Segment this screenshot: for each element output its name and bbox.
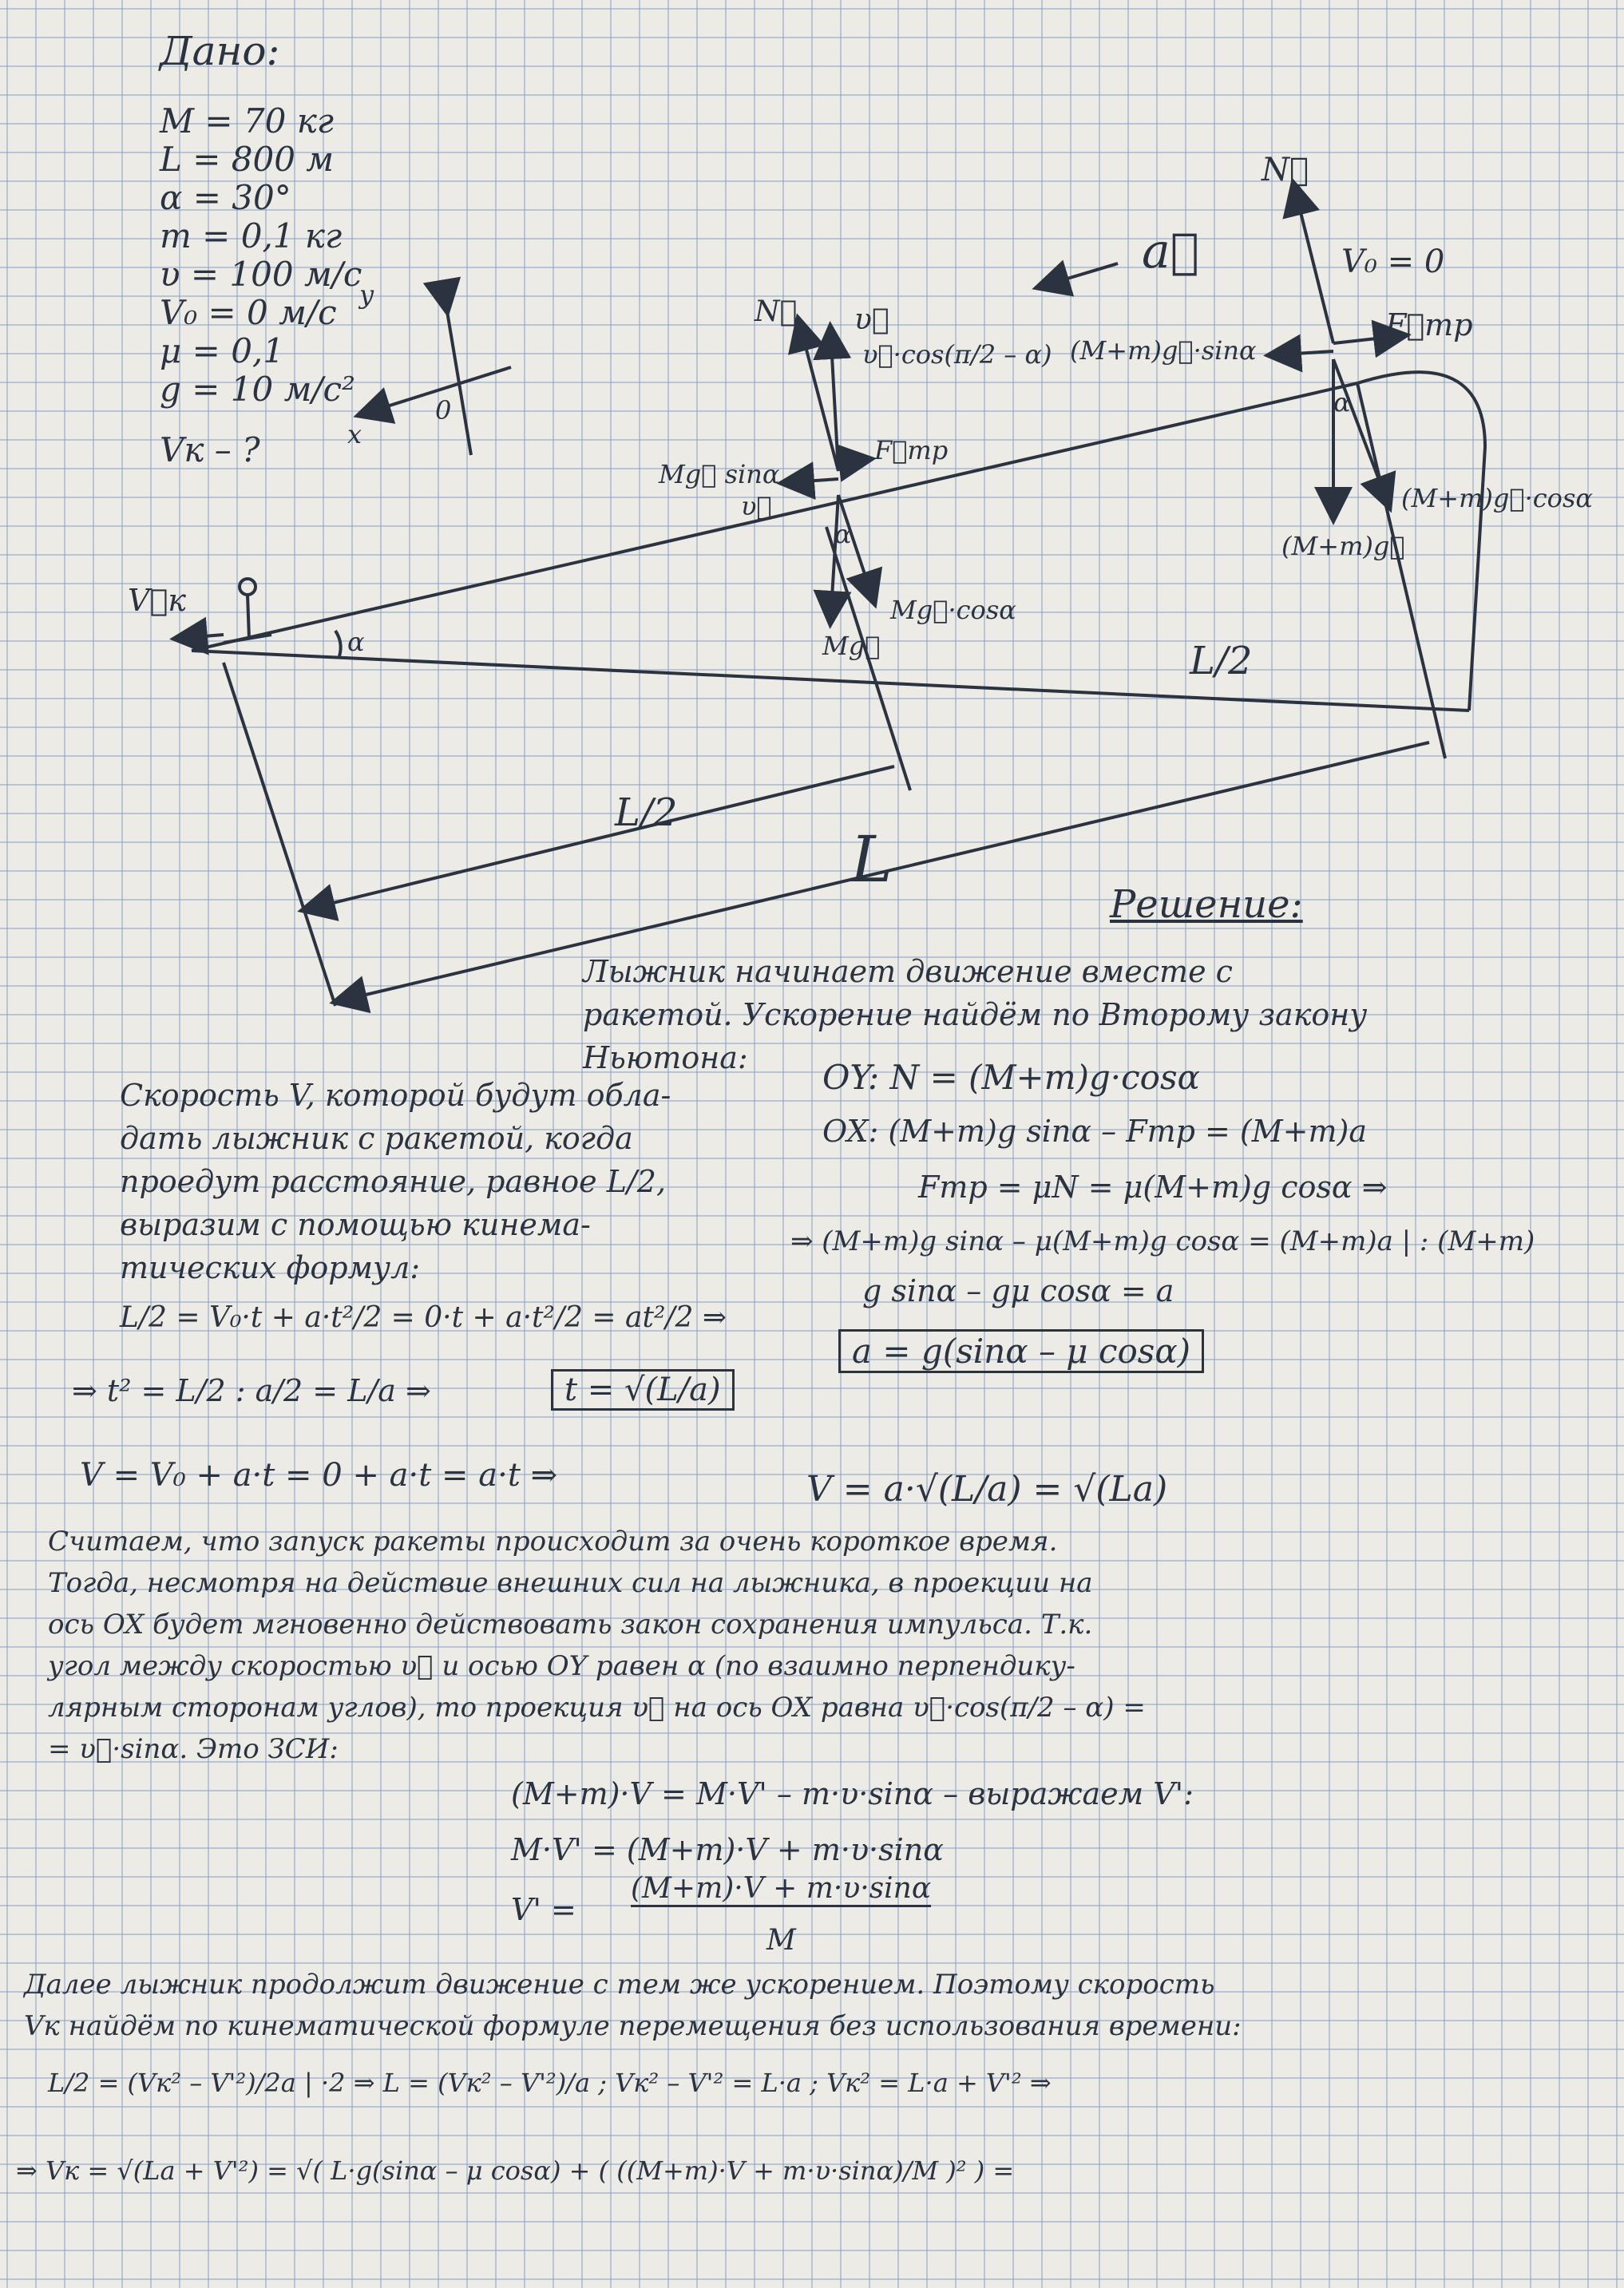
mid-alpha-label: α [834,519,852,549]
given-item: L = 800 м [160,140,335,179]
top-gcos-label: (M+m)g⃗·cosα [1401,483,1593,513]
top-Ftr-label: F⃗тр [1385,307,1473,342]
eq-ox: OX: (M+m)g sinα – Fтр = (M+m)a [822,1114,1368,1149]
eq-ftr: Fтр = μN = μ(M+m)g cosα ⇒ [918,1170,1388,1205]
top-alpha-label: α [1333,387,1351,418]
eq-zsi3-lhs: V' = [511,1892,576,1927]
top-v0-label: V₀ = 0 [1341,243,1445,280]
mid-vcos-label: υ⃗·cos(π/2 – α) [862,339,1052,370]
mid-Ftr-arrow [838,459,870,463]
eq-kin1: L/2 = V₀·t + a·t²/2 = 0·t + a·t²/2 = at²/2 ⇒ [120,1301,727,1334]
measure-right [1357,383,1445,758]
L-label: L [850,822,893,897]
eq-zsi1: (M+m)·V = M·V' – m·υ·sinα – выражаем V': [511,1776,1194,1811]
solution-intro: Лыжник начинает движение вместе с ракетой. Ускорение найдём по Второму закону Ньютона: [583,954,1368,1075]
mid-gsin-label: Mg⃗ sinα [659,459,780,489]
skier-vk-label: V⃗к [128,583,186,618]
eq-oy: OY: N = (M+m)g·cosα [822,1058,1200,1097]
solution-heading: Решение: [1110,882,1303,927]
given-item: M = 70 кг [160,101,334,141]
eq-t-boxed: t = √(L/a) [551,1369,735,1411]
mid-Ftr-label: F⃗тр [874,435,949,465]
eq-v-result: V = a·√(L/a) = √(La) [806,1469,1168,1510]
momentum-text: Считаем, что запуск ракеты происходит за очень короткое время. Тогда, несмотря на действие внешних сил на лыжника, в проекции на ось OX будет мгновенно действовать закон сохранения импульса. Т.к. угол между скоростью υ⃗ и осью OY равен α (по взаимно перпендику- лярным сторонам углов), то проекция υ⃗ на ось OX равна υ⃗·cos(π/2 – α) = = υ⃗·sinα. Это ЗСИ: [48,1526,1146,1765]
eq-fin1: L/2 = (Vк² – V'²)/2a | ·2 ⇒ L = (Vк² – V'²)/a ; Vк² – V'² = L·a ; Vк² = L·a + V'² ⇒ [48,2068,1052,2098]
given-item: α = 30° [160,178,291,217]
speed-text: Скорость V, которой будут обла- дать лыжник с ракетой, когда проедут расстояние, равное L/2, выразим с помощью кинема- тических формул: [120,1078,671,1285]
given-title: Дано: [160,28,280,74]
eq-fin2: ⇒ Vк = √(La + V'²) = √( L·g(sinα – μ cosα) + ( ((M+m)·V + m·υ·sinα)/M )² ) = [16,2155,1015,2186]
axis-origin-label: 0 [435,395,452,426]
half-L-right-label: L/2 [1190,639,1253,683]
incline-line [192,383,1357,651]
top-N-arrow [1293,184,1333,343]
mid-gsin-arrow [782,479,838,483]
top-N-label: N⃗ [1262,152,1309,188]
eq-kin2: ⇒ t² = L/2 : a/2 = L/a ⇒ [72,1373,431,1408]
final-text: Далее лыжник продолжит движение с тем же ускорением. Поэтому скорость Vк найдём по кинематической формуле перемещения без использования времени: [24,1969,1242,2042]
top-g-label: (M+m)g⃗ [1281,531,1405,561]
eq-zsi3-den: M [766,1924,796,1957]
skier-head [240,579,255,595]
mid-v-bottom-label: υ⃗ [741,491,772,521]
mid-Mgcos-label: Mg⃗·cosα [890,595,1016,625]
half-L-left-label: L/2 [615,790,678,835]
axis-x-label: x [347,419,362,449]
given-item: μ = 0,1 [160,331,284,370]
accel-label: a⃗ [1142,224,1199,279]
top-gsin-arrow [1269,351,1333,355]
eq-sub: ⇒ (M+m)g sinα – μ(M+m)g cosα = (M+m)a | : (M+m) [790,1225,1535,1257]
mid-Mg-label: Mg⃗ [822,631,881,661]
axis-y-label: y [359,279,374,310]
angle-arc [335,631,341,656]
mid-v-label: υ⃗ [854,303,889,336]
given-item: g = 10 м/с² [160,370,355,409]
given-item: V₀ = 0 м/с [160,293,337,332]
eq-a-boxed: a = g(sinα – μ cosα) [838,1329,1204,1373]
top-gsin-label: (M+m)g⃗·sinα [1070,335,1257,366]
eq-v: V = V₀ + a·t = 0 + a·t = a·t ⇒ [80,1457,558,1494]
given-item: υ = 100 м/с [160,255,362,294]
accel-arrow [1038,263,1118,287]
eq-zsi2: M·V' = (M+m)·V + m·υ·sinα [511,1832,944,1867]
given-item: Vк – ? [160,430,260,469]
vk-arrow [176,635,224,639]
mid-N-label: N⃗ [755,295,798,328]
skier-alpha-label: α [347,627,365,657]
given-item: m = 0,1 кг [160,216,343,255]
measure-left [224,663,335,1006]
half-L-arrow [303,766,894,910]
eq-simpl: g sinα – gμ cosα = a [862,1273,1174,1308]
eq-zsi3-num: (M+m)·V + m·υ·sinα [631,1872,931,1907]
